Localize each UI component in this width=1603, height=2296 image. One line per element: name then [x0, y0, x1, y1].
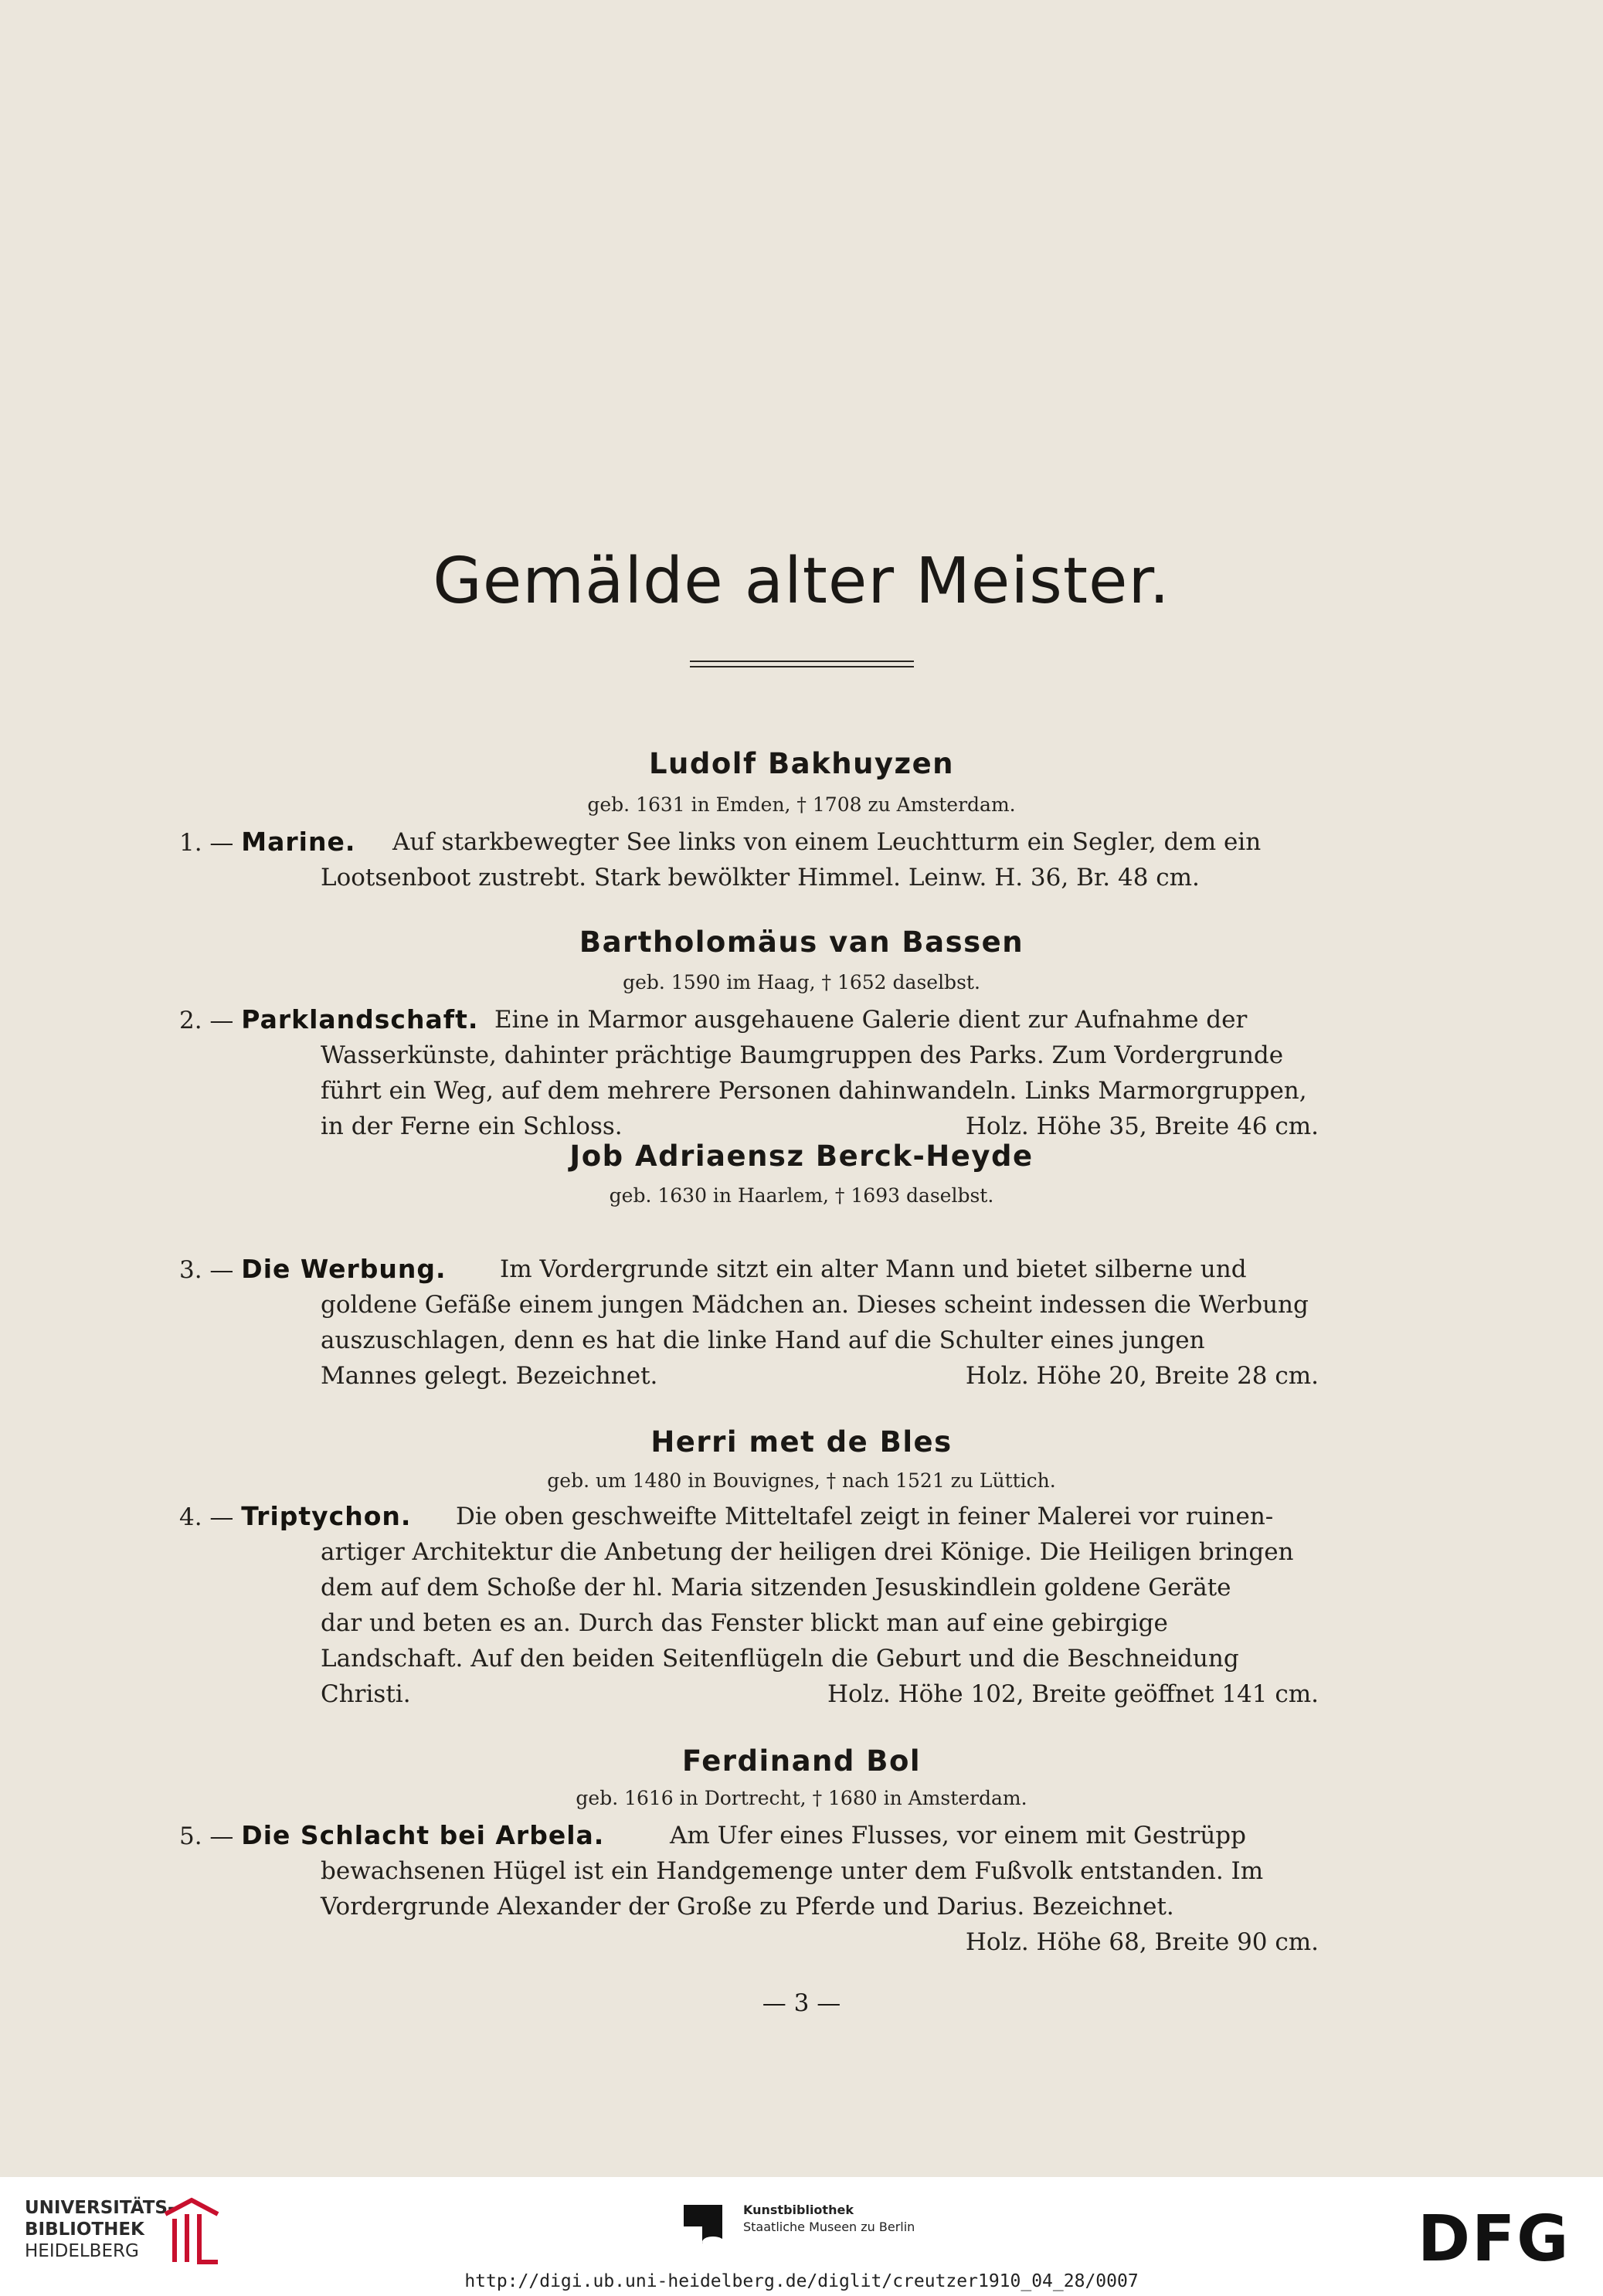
ub-heidelberg-wordmark [25, 2197, 175, 2262]
artist-name: Bartholomäus van Bassen [579, 926, 1024, 959]
artist-name: Herri met de Bles [650, 1425, 953, 1459]
dfg-logo: DFG [1418, 2203, 1571, 2276]
work-title: Die Werbung. [241, 1254, 447, 1284]
entry-last-line [321, 1358, 1319, 1394]
permalink-url[interactable]: http://digi.ub.uni-heidelberg.de/diglit/creutzer1910_04_28/0007 [464, 2271, 1139, 2291]
artist-name: Job Adriaensz Berck-Heyde [569, 1140, 1034, 1173]
entry-last-line [321, 1676, 1319, 1712]
entry-line: Lootsenboot zustrebt. Stark bewölkter Himmel. Leinw. H. 36, Br. 48 cm. [321, 864, 1200, 892]
page-title: Gemälde alter Meister. [433, 545, 1170, 618]
entry-number: 5. — [179, 1822, 234, 1850]
entry-number: 1. — [179, 829, 234, 857]
work-title: Triptychon. [241, 1501, 412, 1531]
viewer-footer [0, 2177, 1603, 2296]
entry-line: Vordergrunde Alexander der Große zu Pferde und Darius. Bezeichnet. [321, 1893, 1174, 1921]
artist-life-dates: geb. 1616 in Dortrecht, † 1680 in Amsterdam. [576, 1787, 1027, 1809]
entry-line: führt ein Weg, auf dem mehrere Personen dahinwandeln. Links Marmorgruppen, [321, 1077, 1307, 1105]
entry-number-and-work [179, 1002, 478, 1038]
entry-line: Am Ufer eines Flusses, vor einem mit Gestrüpp [670, 1822, 1246, 1849]
artist-name: Ludolf Bakhuyzen [648, 747, 955, 780]
entry-number-and-work [179, 1818, 604, 1854]
entry-last-line [321, 860, 1319, 895]
artist-life-dates: geb. 1590 im Haag, † 1652 daselbst. [623, 971, 980, 993]
ub-line-2: BIBLIOTHEK [25, 2220, 144, 2240]
catalog-entry [179, 1002, 1319, 1144]
entry-line: Auf starkbewegter See links von einem Leuchtturm ein Segler, dem ein [392, 828, 1262, 856]
entry-line: in der Ferne ein Schloss. [321, 1112, 623, 1140]
entry-line: Wasserkünste, dahinter prächtige Baumgruppen des Parks. Zum Vordergrunde [321, 1041, 1284, 1069]
catalog-entry [179, 1499, 1319, 1712]
entry-last-line [321, 1924, 1319, 1960]
catalog-entry [179, 1252, 1319, 1394]
entry-line: Eine in Marmor ausgehauene Galerie dient zur Aufnahme der [494, 1006, 1248, 1034]
entry-number-and-work [179, 1499, 411, 1535]
entry-line: dar und beten es an. Durch das Fenster blickt man auf eine gebirgige [321, 1609, 1168, 1637]
artist-life-dates: geb. 1630 in Haarlem, † 1693 daselbst. [609, 1184, 994, 1207]
page-number: — 3 — [762, 1989, 841, 2017]
artist-life-dates: geb. 1631 in Emden, † 1708 zu Amsterdam. [587, 793, 1016, 816]
work-title: Marine. [241, 827, 356, 857]
work-title: Parklandschaft. [241, 1004, 479, 1034]
dimensions: Holz. Höhe 20, Breite 28 cm. [965, 1362, 1319, 1390]
entry-line: Die oben geschweifte Mitteltafel zeigt in feiner Malerei vor ruinen- [456, 1503, 1274, 1530]
entry-number-and-work [179, 1252, 447, 1288]
dimensions: Holz. Höhe 102, Breite geöffnet 141 cm. [827, 1680, 1319, 1708]
entry-line: dem auf dem Schoße der hl. Maria sitzenden Jesuskindlein goldene Geräte [321, 1574, 1231, 1601]
entry-line: auszuschlagen, denn es hat die linke Hand auf die Schulter eines jungen [321, 1326, 1205, 1354]
catalog-entry [179, 1818, 1319, 1960]
entry-number: 3. — [179, 1256, 234, 1284]
entry-line: Mannes gelegt. Bezeichnet. [321, 1362, 658, 1390]
kb-line-2: Staatliche Museen zu Berlin [743, 2220, 915, 2234]
entry-line: Im Vordergrunde sitzt ein alter Mann und bietet silberne und [500, 1255, 1247, 1283]
entry-number: 2. — [179, 1007, 234, 1034]
kunstbibliothek-logo-icon [682, 2203, 732, 2250]
title-rule-top [690, 661, 914, 662]
catalog-entry [179, 824, 1319, 895]
kb-line-1: Kunstbibliothek [743, 2203, 854, 2217]
entry-line: goldene Gefäße einem jungen Mädchen an. Dieses scheint indessen die Werbung [321, 1291, 1309, 1319]
work-title: Die Schlacht bei Arbela. [241, 1820, 605, 1850]
entry-number: 4. — [179, 1503, 234, 1531]
ub-line-1: UNIVERSITÄTS- [25, 2198, 175, 2218]
dimensions: Holz. Höhe 35, Breite 46 cm. [965, 1112, 1319, 1140]
dimensions: Holz. Höhe 68, Breite 90 cm. [965, 1928, 1319, 1956]
entry-line: bewachsenen Hügel ist ein Handgemenge unter dem Fußvolk entstanden. Im [321, 1857, 1264, 1885]
entry-line: artiger Architektur die Anbetung der heiligen drei Könige. Die Heiligen bringen [321, 1538, 1294, 1566]
ub-line-3: HEIDELBERG [25, 2241, 139, 2261]
entry-line: Landschaft. Auf den beiden Seitenflügeln die Geburt und die Beschneidung [321, 1645, 1239, 1673]
artist-life-dates: geb. um 1480 in Bouvignes, † nach 1521 zu Lüttich. [547, 1469, 1056, 1492]
entry-line: Christi. [321, 1680, 411, 1708]
ub-heidelberg-logo-icon [161, 2196, 222, 2265]
entry-number-and-work [179, 824, 355, 861]
title-rule-bottom [690, 666, 914, 667]
kunstbibliothek-wordmark [743, 2202, 915, 2236]
artist-name: Ferdinand Bol [681, 1744, 922, 1778]
